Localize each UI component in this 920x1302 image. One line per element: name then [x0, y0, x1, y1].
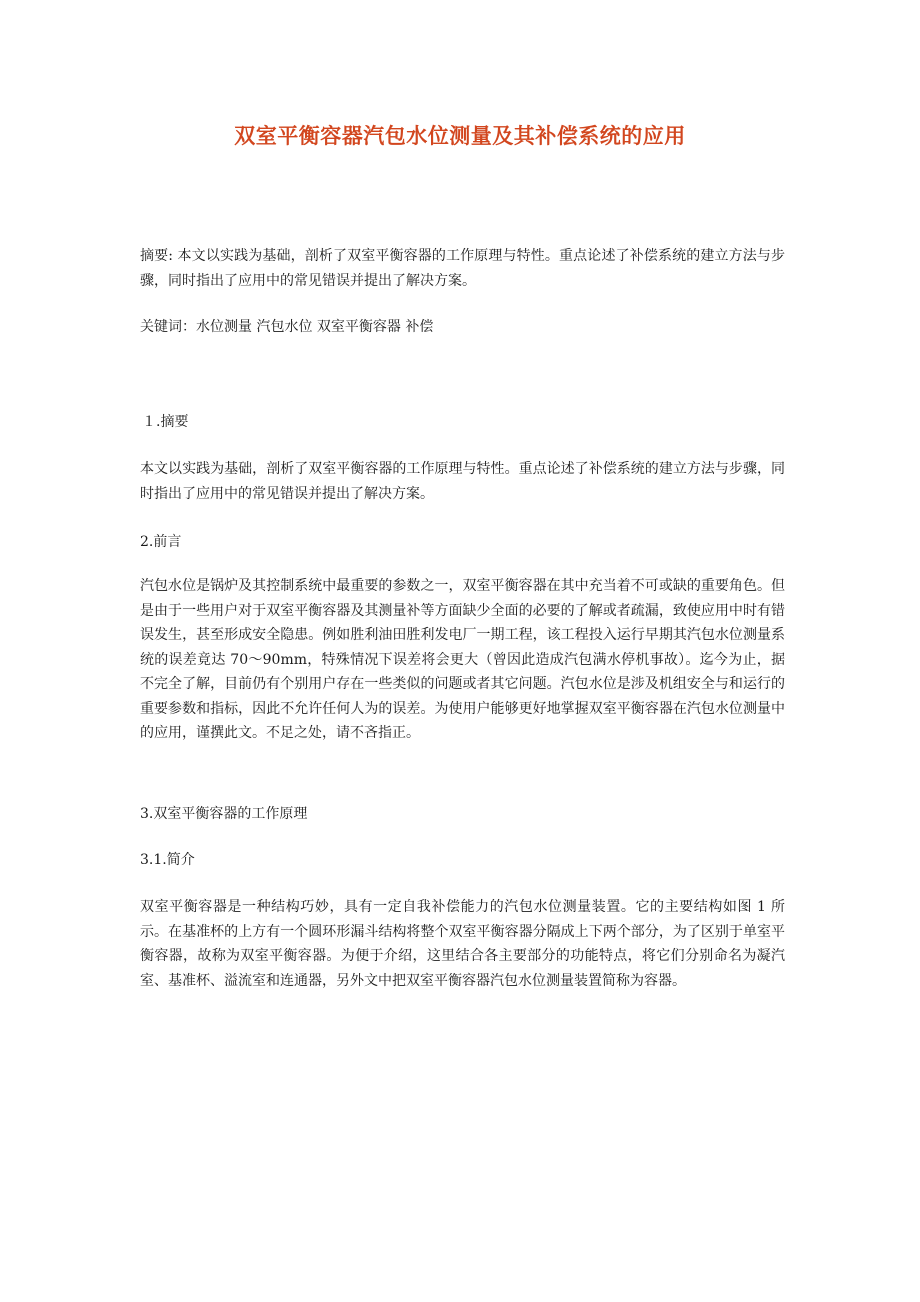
- section-heading-summary: １.摘要: [142, 414, 189, 430]
- section-body-introduction: 双室平衡容器是一种结构巧妙，具有一定自我补偿能力的汽包水位测量装置。它的主要结构如图 1 所示。在基准杯的上方有一个圆环形漏斗结构将整个双室平衡容器分隔成上下两个部分，为了区别于单室平衡容器，故称为双室平衡容器。为便于介绍，这里结合各主要部分的功能特点，将它们分别命名为凝汽室、基准杯、溢流室和连通器，另外文中把双室平衡容器汽包水位测量装置简称为容器。: [140, 899, 785, 989]
- section-heading-working-principle: 3.双室平衡容器的工作原理: [140, 806, 308, 822]
- section-body-summary: 本文以实践为基础，剖析了双室平衡容器的工作原理与特性。重点论述了补偿系统的建立方法与步骤，同时指出了应用中的常见错误并提出了解决方案。: [140, 461, 785, 502]
- keywords-line: 关键词：水位测量 汽包水位 双室平衡容器 补偿: [140, 319, 434, 335]
- section-heading-introduction: 3.1.简介: [140, 852, 195, 868]
- section-body-preface: 汽包水位是锅炉及其控制系统中最重要的参数之一，双室平衡容器在其中充当着不可或缺的重要角色。但是由于一些用户对于双室平衡容器及其测量补等方面缺少全面的必要的了解或者疏漏，致使应用中时有错误发生，甚至形成安全隐患。例如胜利油田胜利发电厂一期工程，该工程投入运行早期其汽包水位测量系统的误差竟达 70～90mm，特殊情况下误差将会更大（曾因此造成汽包满水停机事故）。迄今为止，据不完全了解，目前仍有个别用户存在一些类似的问题或者其它问题。汽包水位是涉及机组安全与和运行的重要参数和指标，因此不允许任何人为的误差。为使用户能够更好地掌握双室平衡容器在汽包水位测量中的应用，谨撰此文。不足之处，请不吝指正。: [140, 578, 785, 741]
- abstract-paragraph: 摘要: 本文以实践为基础，剖析了双室平衡容器的工作原理与特性。重点论述了补偿系统的建立方法与步骤，同时指出了应用中的常见错误并提出了解决方案。: [140, 248, 785, 289]
- section-heading-preface: 2.前言: [140, 534, 182, 550]
- document-title: 双室平衡容器汽包水位测量及其补偿系统的应用: [234, 123, 686, 148]
